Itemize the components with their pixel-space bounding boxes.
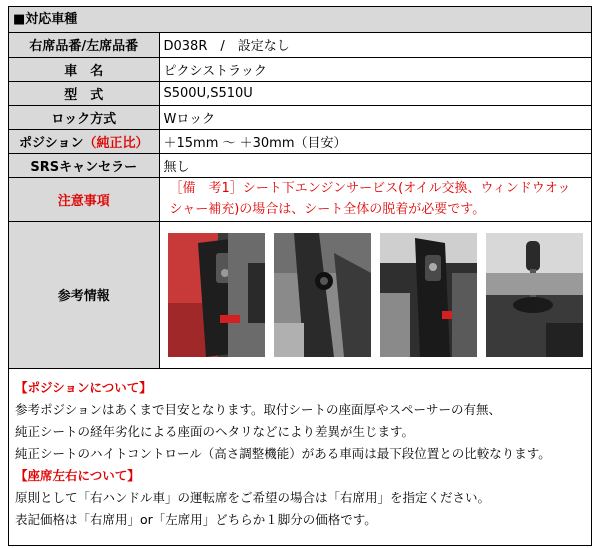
row-label (9, 129, 159, 153)
reference-photos (159, 221, 591, 368)
reference-label: 参考情報 (9, 221, 159, 368)
position-note: 参考ポジションはあくまで目安となります。取付シートの座面厚やスペーサーの有無、 (15, 402, 501, 417)
compatibility-sheet (8, 6, 592, 546)
position-label: ポジション (19, 135, 84, 151)
row-value: ピクシストラック (159, 57, 591, 81)
table-row (9, 57, 591, 81)
position-note: 純正シートの経年劣化による座面のヘタリなどにより差異が生じます。 (15, 424, 415, 439)
table-row (9, 221, 591, 368)
row-label: SRSキャンセラー (9, 153, 159, 177)
row-value: D038R / 設定なし (159, 33, 591, 57)
row-label: 車 名 (9, 57, 159, 81)
position-label-accent: （純正比） (83, 135, 149, 151)
notes-line: シャー補充)の場合は、シート全体の脱着が必要です。 (169, 202, 486, 217)
notes-line: ［備 考1］シート下エンジンサービス(オイル交換、ウィンドウオッ (169, 181, 571, 196)
side-note: 表記価格は「右席用」or「左席用」どちらか１脚分の価格です。 (15, 512, 377, 527)
section-title: ■対応車種 (9, 7, 591, 33)
side-heading: 【座席左右について】 (15, 468, 140, 483)
notes-text (159, 177, 591, 221)
shift-lever-photo (486, 233, 583, 357)
side-note: 原則として「右ハンドル車」の運転席をご希望の場合は「右席用」を指定ください。 (15, 490, 491, 505)
notes-label: 注意事項 (9, 177, 159, 221)
seat-bolt-photo (274, 233, 371, 357)
row-label: ロック方式 (9, 105, 159, 129)
table-row (9, 33, 591, 57)
table-row (9, 81, 591, 105)
row-value: S500U,S510U (159, 81, 591, 105)
table-row (9, 153, 591, 177)
seat-rail-photo (380, 233, 477, 357)
row-value: ＋15mm 〜 ＋30mm（目安） (159, 129, 591, 153)
footer-notes (9, 377, 591, 531)
table-row (9, 177, 591, 221)
row-value: 無し (159, 153, 591, 177)
table-row (9, 129, 591, 153)
row-label: 右席品番/左席品番 (9, 33, 159, 57)
row-value: Wロック (159, 105, 591, 129)
table-row (9, 105, 591, 129)
position-note: 純正シートのハイトコントロール（高さ調整機能）がある車両は最下段位置との比較なります。 (15, 446, 551, 461)
row-label: 型 式 (9, 81, 159, 105)
position-heading: 【ポジションについて】 (15, 380, 152, 395)
seat-side-photo (168, 233, 265, 357)
spec-table (9, 33, 591, 369)
